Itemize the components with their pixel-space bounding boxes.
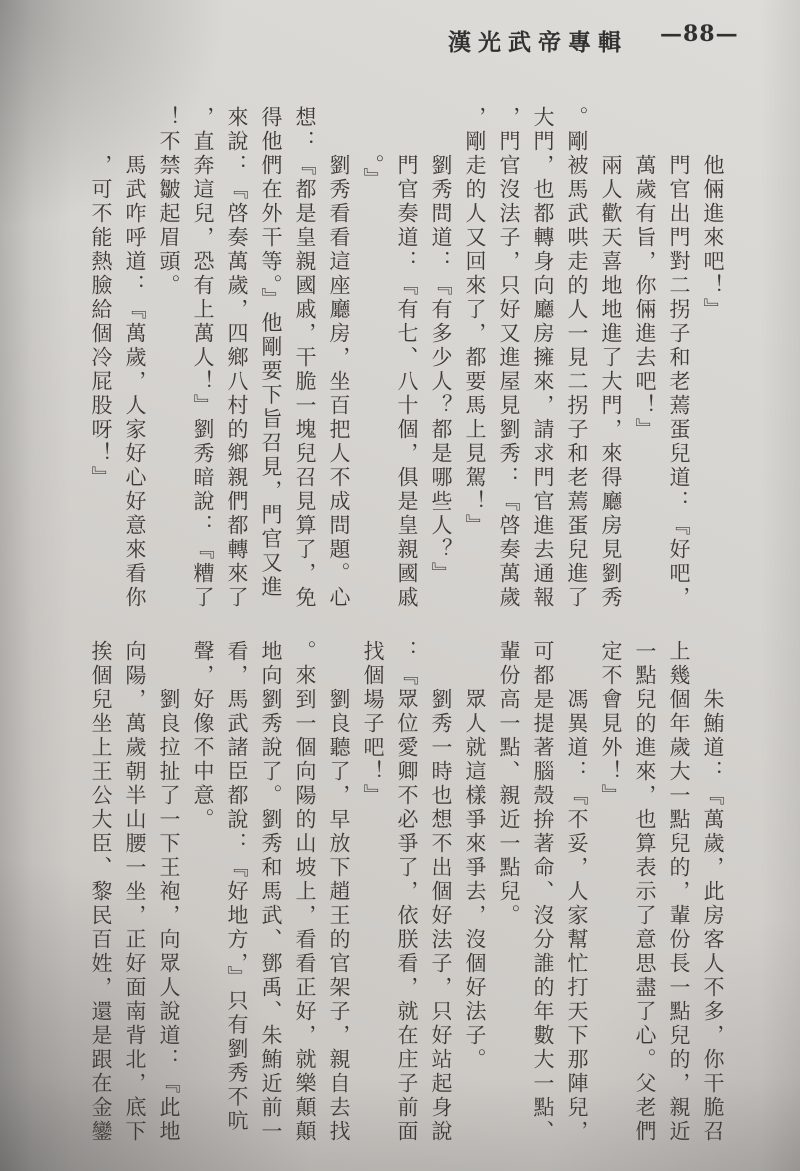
bottom-text-block xyxy=(84,640,730,1144)
text-column: 想：『都是皇親國戚，干脆一塊兒召見算了，免 xyxy=(293,106,317,610)
text-column: 劉良拉扯了一下王袍，向眾人說道：『此地 xyxy=(157,688,181,1144)
text-column: 找個場子吧！』 xyxy=(361,640,385,808)
text-column: 可都是提著腦殼拚著命、沒分誰的年數大一點、 xyxy=(531,640,555,1144)
text-column: 大門，也都轉身向廳房擁來，請求門官進去通報 xyxy=(531,106,555,610)
text-column: 馮異道：『不妥，人家幫忙打天下那陣兒， xyxy=(565,688,589,1144)
text-column: 他倆進來吧！』 xyxy=(701,154,725,322)
text-column: 劉良聽了，早放下趙王的官架子，親自去找 xyxy=(327,688,351,1144)
text-column: 上幾個年歲大一點兒的，輩份長一點兒的，親近 xyxy=(667,640,691,1144)
text-column: 劉秀一時也想不出個好法子，只好站起身說 xyxy=(429,688,453,1144)
text-column: 門官出門對二拐子和老蔫蛋兒道：『好吧， xyxy=(667,154,691,610)
text-column: 。來到一個向陽的山坡上，看看正好，就樂顛顛 xyxy=(293,640,317,1144)
text-column: 劉秀看看這座廳房，坐百把人不成問題。心 xyxy=(327,154,351,610)
text-column: ，直奔這兒，恐有上萬人！』劉秀暗說：『糟了 xyxy=(191,106,215,610)
text-column: 朱鮪道：『萬歲，此房客人不多，你干脆召 xyxy=(701,688,725,1144)
page-number: —88— xyxy=(660,21,739,47)
text-column: 門官奏道：『有七、八十個，俱是皇親國戚 xyxy=(395,154,419,610)
text-column: 兩人歡天喜地地進了大門，來得廳房見劉秀 xyxy=(599,154,623,610)
text-column: 馬武咋呼道：『萬歲，人家好心好意來看你 xyxy=(123,154,147,610)
text-column: 劉秀問道：『有多少人？都是哪些人？』 xyxy=(429,154,453,586)
text-column: 定不會見外！』 xyxy=(599,640,623,808)
text-column: 一點兒的進來，也算表示了意思盡了心。父老們 xyxy=(633,640,657,1144)
text-column: ，剛走的人又回來了，都要馬上見駕！』 xyxy=(463,106,487,538)
text-column: 挨個兒坐上王公大臣、黎民百姓，還是跟在金鑾 xyxy=(89,640,113,1144)
text-column: ，可不能熱臉給個冷屁股呀！』 xyxy=(89,154,113,490)
text-column: 地向劉秀說了。劉秀和馬武、鄧禹、朱鮪近前一 xyxy=(259,640,283,1144)
text-column: 。』 xyxy=(361,154,385,192)
text-column: 向陽，萬歲朝半山腰一坐，正好面南背北，底下 xyxy=(123,640,147,1144)
book-title: 漢光武帝專輯 xyxy=(448,29,628,56)
text-column: 看，馬武諸臣都說：『好地方，』只有劉秀不吭 xyxy=(225,640,249,1134)
text-column: ！不禁皺起眉頭。 xyxy=(157,106,181,298)
text-column: 輩份高一點、親近一點兒。 xyxy=(497,640,521,928)
text-column: 。剛被馬武哄走的人一見二拐子和老蔫蛋兒進了 xyxy=(565,106,589,610)
text-column: 眾人就這樣爭來爭去，沒個好法子。 xyxy=(463,688,487,1072)
text-column: 來說：『啓奏萬歲，四鄉八村的鄉親們都轉來了 xyxy=(225,106,249,610)
text-column: 聲，好像不中意。 xyxy=(191,640,215,832)
text-column: ，門官沒法子，只好又進屋見劉秀：『啓奏萬歲 xyxy=(497,106,521,610)
top-text-block xyxy=(84,106,730,610)
text-column: ：『眾位愛卿不必爭了，依朕看，就在庄子前面 xyxy=(395,640,419,1144)
text-column: 萬歲有旨，你倆進去吧！』 xyxy=(633,154,657,442)
text-column: 得他們在外干等。』他剛要下旨召見，門官又進 xyxy=(259,106,283,600)
